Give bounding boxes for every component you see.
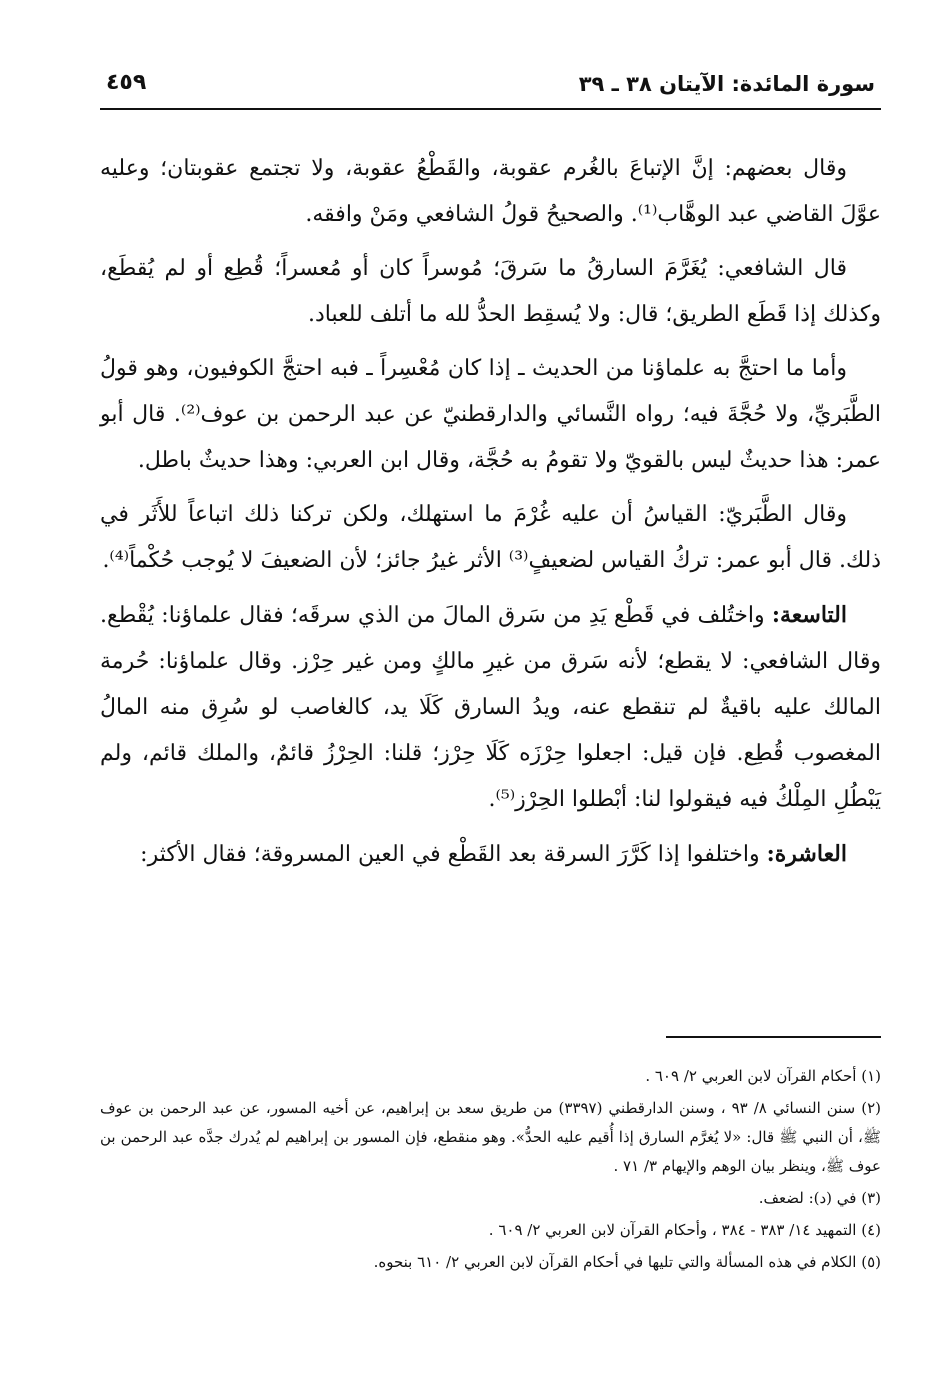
paragraph: [100, 246, 881, 338]
running-title: سورة المائدة: الآيتان ٣٨ ـ ٣٩: [578, 72, 875, 96]
footnote: (٢) سنن النسائي ٨/ ٩٣ ، وسنن الدارقطني (٣٣٩٧) من طريق سعد بن إبراهيم، عن أخيه المسور، عن عبد الرحمن بن عوف ﷺ، أن النبي ﷺ قال: «لا يُغرَّم السارق إذا أُقيم عليه الحدُّ». وهو منقطع، فإن المسور بن إبراهيم لم يُدرك جدَّه عبد الرحمن بن عوف ﷺ، وينظر بيان الوهم والإيهام ٣/ ٧١ .: [100, 1099, 882, 1175]
footnotes: [100, 1062, 881, 1280]
paragraph: [100, 831, 881, 878]
paragraph: [100, 592, 881, 823]
paragraph: [100, 346, 881, 484]
paragraph-text: وقال بعضهم: إنَّ الإتباعَ بالغُرم عقوبة، والقَطْعُ عقوبة، ولا تجتمع عقوبتان؛ وعليه عوَّلَ القاضي عبد الوهَّاب⁽¹⁾. والصحيحُ قولُ الشافعي ومَنْ وافقه.: [100, 156, 881, 227]
footnote: (٥) الكلام في هذه المسألة والتي تليها في أحكام القرآن لابن العربي ٢/ ٦١٠ بنحوه.: [373, 1253, 881, 1271]
section-lead: العاشرة:: [766, 841, 847, 867]
paragraph-text: واختُلف في قَطْع يَدِ من سَرق المالَ من الذي سرقَه؛ فقال علماؤنا: يُقْطع. وقال الشافعي: لا يقطع؛ لأنه سَرق من غيرِ مالكٍ ومن غير حِرْز. وقال علماؤنا: حُرمة المالك عليه باقيةٌ لم تنقطع عنه، ويدُ السارق كَلَا يد، كالغاصب لو سُرِق منه المالُ المغصوب قُطِع. فإن قيل: اجعلوا حِرْزَه كَلَا حِرْز؛ قلنا: الحِرْزُ قائمٌ، والملك قائم، ولم يَبْطُلِ المِلْكُ فيه فيقولوا لنا: أبْطلوا الحِرْز⁽⁵⁾.: [100, 603, 881, 812]
paragraph-text: قال الشافعي: يُغَرَّمَ السارقُ ما سَرقَ؛ مُوسراً كان أو مُعسراً؛ قُطِع أو لم يُقطَع، وكذلك إذا قَطَع الطريق؛ قال: ولا يُسقِط الحدُّ لله ما أتلف للعباد.: [100, 256, 881, 327]
footnote: (١) أحكام القرآن لابن العربي ٢/ ٦٠٩ .: [645, 1067, 881, 1085]
main-text: [100, 146, 881, 886]
footnote-divider: [666, 1036, 881, 1038]
footnote: (٤) التمهيد ١٤/ ٣٨٣ - ٣٨٤ ، وأحكام القرآن لابن العربي ٢/ ٦٠٩ .: [488, 1221, 881, 1239]
paragraph: [100, 146, 881, 238]
paragraph-text: وأما ما احتجَّ به علماؤنا من الحديث ـ إذا كان مُعْسِراً ـ فبه احتجَّ الكوفيون، وهو قولُ الطَّبَريِّ، ولا حُجَّةَ فيه؛ رواه النَّسائي والدارقطنيّ عن عبد الرحمن بن عوف⁽²⁾. قال أبو عمر: هذا حديثٌ ليس بالقويّ ولا تقومُ به حُجَّة، وقال ابن العربي: وهذا حديثٌ باطل.: [100, 356, 882, 473]
section-lead: التاسعة:: [771, 602, 847, 628]
paragraph-text: وقال الطَّبَريّ: القياسُ أن عليه غُرْمَ ما استهلك، ولكن تركنا ذلك اتباعاً للأَثَر في ذلك. قال أبو عمر: تركُ القياس لضعيفٍ⁽³⁾ الأثر غيرُ جائز؛ لأن الضعيفَ لا يُوجب حُكْماً⁽⁴⁾.: [100, 502, 881, 573]
paragraph: [100, 492, 881, 584]
paragraph-text: واختلفوا إذا كَرَّرَ السرقة بعد القَطْع في العين المسروقة؛ فقال الأكثر:: [140, 842, 760, 867]
footnote: (٣) في (د): لضعف.: [758, 1189, 881, 1207]
page-number: ٤٥٩: [106, 70, 147, 95]
page-header: [100, 64, 881, 110]
